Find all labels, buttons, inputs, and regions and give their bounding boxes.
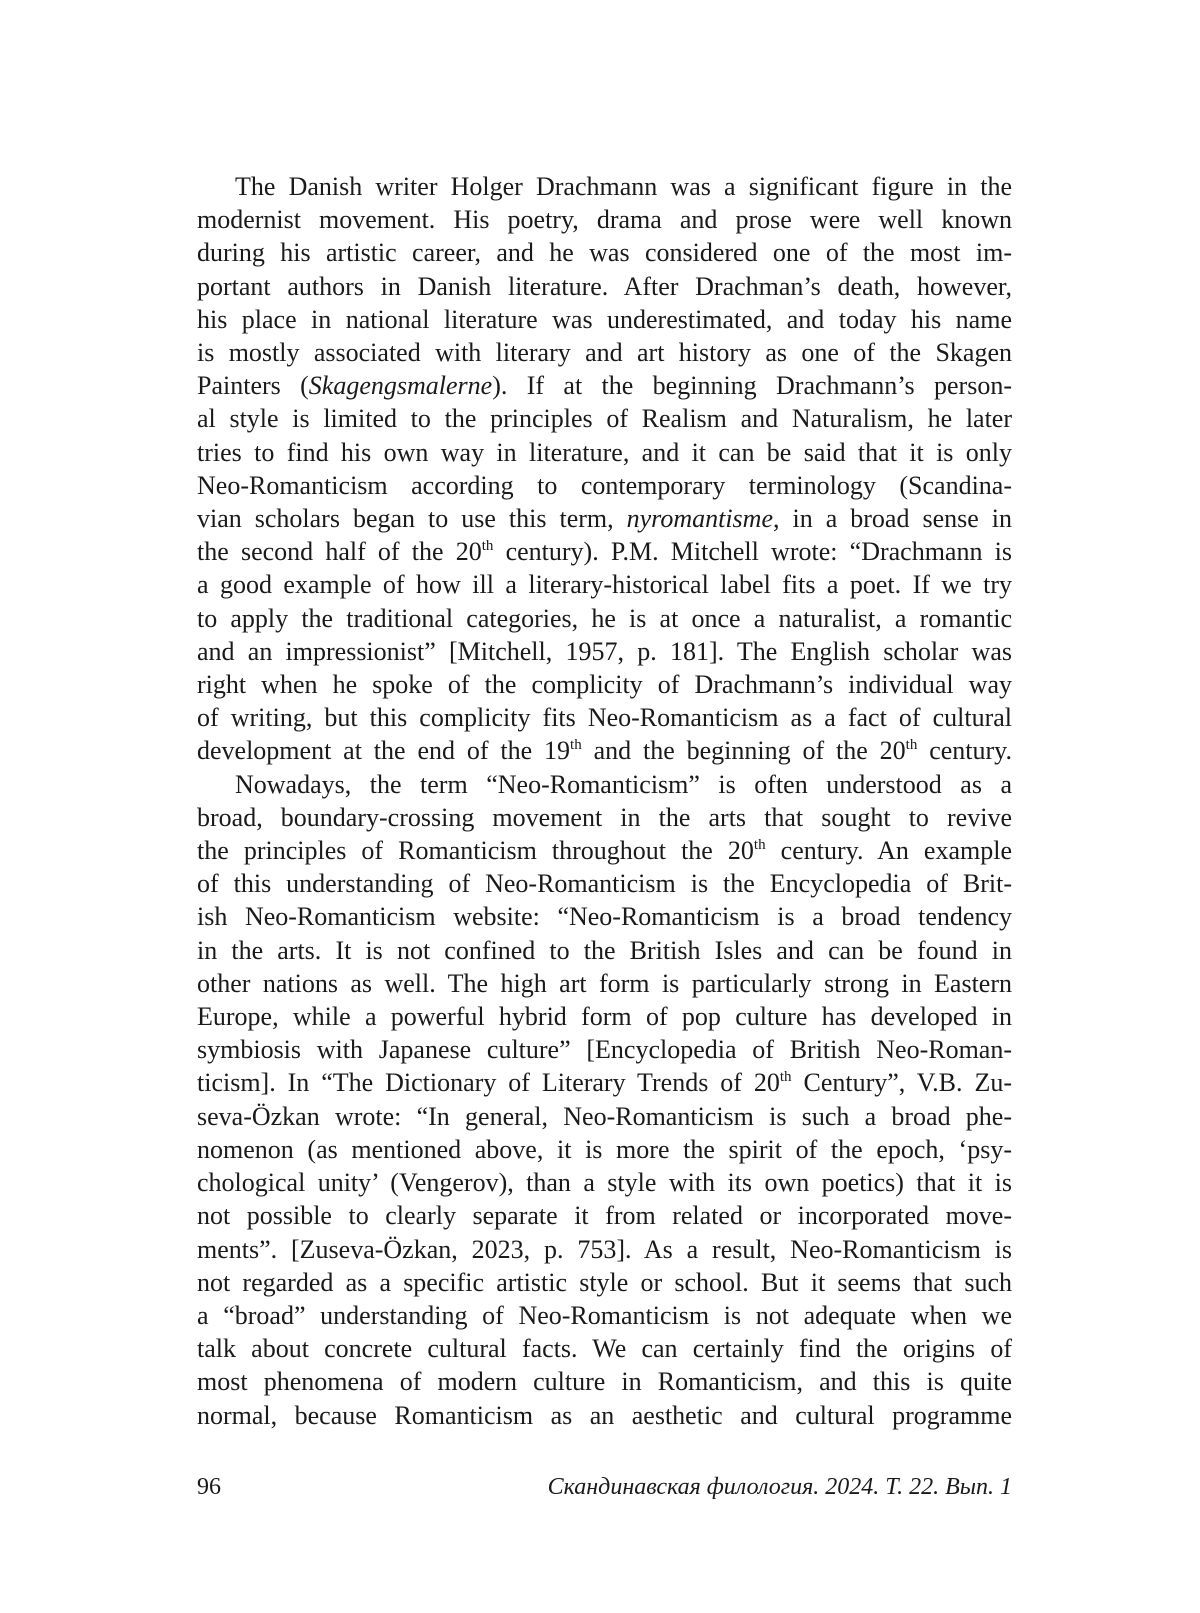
text-line: nomenon (as mentioned above, it is more the spirit of the epoch, ‘psy-	[197, 1134, 1012, 1164]
text-line: not possible to clearly separate it from related or incorporated move-	[197, 1201, 1012, 1231]
text-line: the principles of Romanticism throughout the 20th century. An example	[197, 836, 1012, 866]
text-line: most phenomena of modern culture in Romanticism, and this is quite	[197, 1367, 1012, 1397]
text-line: his place in national literature was underestimated, and today his name	[197, 304, 1012, 334]
text-line: Neo-Romanticism according to contemporary terminology (Scandina-	[197, 470, 1012, 500]
text-line: ticism]. In “The Dictionary of Literary Trends of 20th Century”, V.B. Zu-	[197, 1068, 1012, 1098]
text-line: a good example of how ill a literary-historical label fits a poet. If we try	[197, 570, 1012, 600]
text-line: vian scholars began to use this term, nyromantisme, in a broad sense in	[197, 504, 1012, 534]
text-line: a “broad” understanding of Neo-Romanticism is not adequate when we	[197, 1300, 1012, 1330]
text-line: modernist movement. His poetry, drama and prose were well known	[197, 205, 1012, 235]
text-line: is mostly associated with literary and art history as one of the Skagen	[197, 338, 1012, 368]
text-line: to apply the traditional categories, he is at once a naturalist, a romantic	[197, 603, 1012, 633]
text-line: during his artistic career, and he was considered one of the most im-	[197, 238, 1012, 268]
text-line: The Danish writer Holger Drachmann was a significant figure in the	[235, 172, 1012, 201]
journal-running-title: Скандинавская филология. 2024. Т. 22. Вып. 1	[547, 1474, 1012, 1500]
text-line: in the arts. It is not confined to the British Isles and can be found in	[197, 935, 1012, 965]
text-line: ish Neo-Romanticism website: “Neo-Romanticism is a broad tendency	[197, 902, 1012, 932]
text-line: other nations as well. The high art form is particularly strong in Eastern	[197, 968, 1012, 998]
superscript: th	[570, 737, 582, 754]
text-line: chological unity’ (Vengerov), than a style with its own poetics) that it is	[197, 1168, 1012, 1198]
text-line: of writing, but this complicity fits Neo-Romanticism as a fact of cultural	[197, 703, 1012, 733]
text-line: seva-Özkan wrote: “In general, Neo-Romanticism is such a broad phe-	[197, 1101, 1012, 1131]
text-line: and an impressionist” [Mitchell, 1957, p. 181]. The English scholar was	[197, 636, 1012, 666]
paragraph-2	[197, 768, 1012, 1432]
text-line: broad, boundary-crossing movement in the arts that sought to revive	[197, 802, 1012, 832]
text-line: al style is limited to the principles of Realism and Naturalism, he later	[197, 404, 1012, 434]
text-line: talk about concrete cultural facts. We can certainly find the origins of	[197, 1334, 1012, 1364]
text-line: normal, because Romanticism as an aesthetic and cultural programme	[197, 1400, 1012, 1430]
text-line: Europe, while a powerful hybrid form of pop culture has developed in	[197, 1002, 1012, 1032]
paragraph-1	[197, 170, 1012, 768]
italic-term-nyromantisme: nyromantisme	[626, 504, 773, 534]
text-line: ments”. [Zuseva-Özkan, 2023, p. 753]. As a result, Neo-Romanticism is	[197, 1234, 1012, 1264]
text-line: the second half of the 20th century). P.M. Mitchell wrote: “Drachmann is	[197, 537, 1012, 567]
superscript: th	[481, 538, 494, 555]
text-line: not regarded as a specific artistic style or school. But it seems that such	[197, 1267, 1012, 1297]
text-line: of this understanding of Neo-Romanticism is the Encyclopedia of Brit-	[197, 869, 1012, 899]
text-line: symbiosis with Japanese culture” [Encyclopedia of British Neo-Roman-	[197, 1035, 1012, 1065]
page-footer	[197, 1474, 1012, 1508]
italic-term-skagengsmalerne: Skagengsmalerne	[308, 371, 493, 401]
article-body	[197, 170, 1012, 1432]
text-line: development at the end of the 19th and the beginning of the 20th century.	[197, 736, 1012, 766]
text-line: tries to find his own way in literature, and it can be said that it is only	[197, 437, 1012, 467]
superscript: th	[779, 1069, 792, 1086]
page-number: 96	[197, 1474, 221, 1500]
text-line: portant authors in Danish literature. After Drachman’s death, however,	[197, 271, 1012, 301]
text-line: Nowadays, the term “Neo-Romanticism” is often understood as a	[235, 769, 1012, 799]
superscript: th	[753, 837, 766, 854]
text-line: Painters (Skagengsmalerne). If at the beginning Drachmann’s person-	[197, 371, 1012, 401]
superscript: th	[905, 737, 918, 754]
text-line: right when he spoke of the complicity of Drachmann’s individual way	[197, 670, 1012, 700]
